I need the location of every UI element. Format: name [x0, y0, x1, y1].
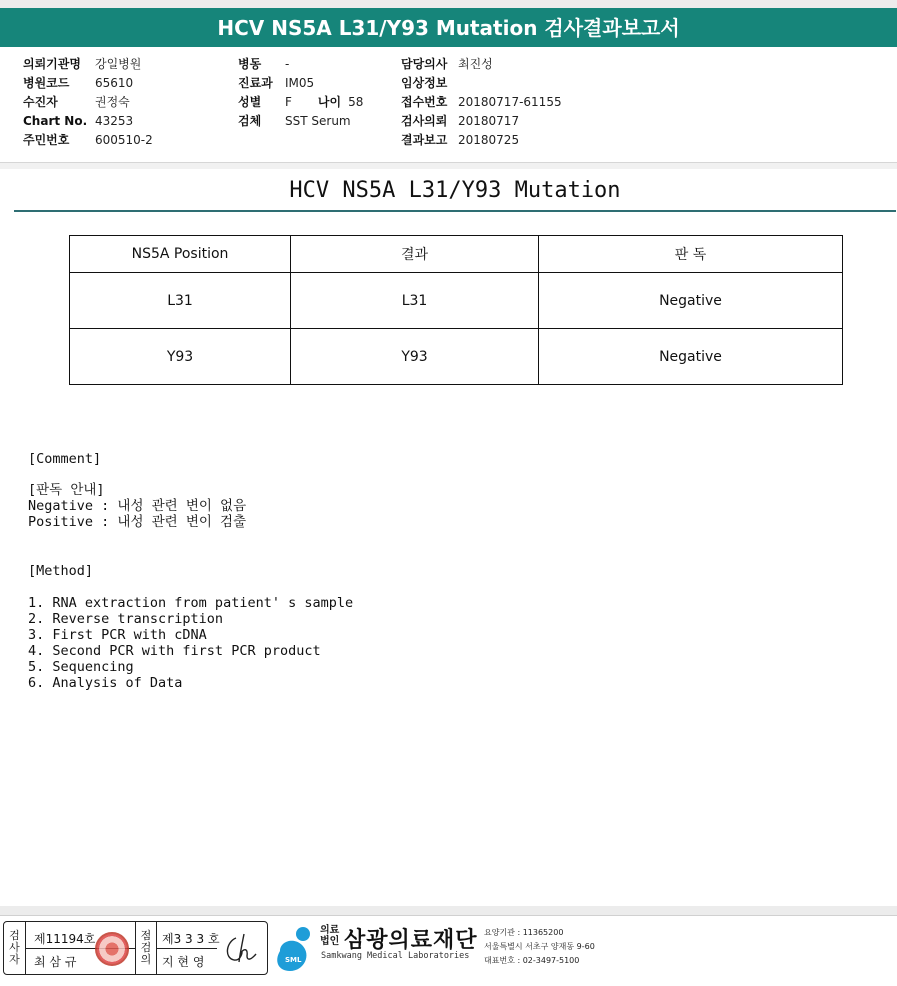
table-row [70, 273, 843, 329]
info-row-receipt-no [401, 93, 562, 112]
report-header-title: HCV NS5A L31/Y93 Mutation 검사결과보고서 [0, 8, 897, 47]
info-label: 검사의뢰 [401, 114, 448, 128]
seal-stamp-icon [95, 932, 129, 966]
info-label: 주민번호 [23, 133, 70, 147]
info-value: 권정숙 [95, 95, 130, 109]
info-value: 20180725 [458, 133, 520, 147]
table-row [70, 329, 843, 385]
method-step: 3. First PCR with cDNA [28, 627, 207, 643]
info-row-department [238, 74, 363, 93]
patient-info-col2 [238, 55, 363, 131]
info-value: 600510-2 [95, 133, 153, 147]
row-divider [157, 948, 217, 949]
handwritten-signature-icon [222, 932, 262, 966]
info-label: 임상정보 [401, 76, 448, 90]
tester-label [4, 922, 26, 974]
info-row-doctor [401, 55, 562, 74]
info-label: 검체 [238, 114, 262, 128]
info-row-ward [238, 55, 363, 74]
info-label: 접수번호 [401, 95, 448, 109]
info-value: SST Serum [285, 114, 351, 128]
info-row-resident-no [23, 131, 153, 150]
info-label: Chart No. [23, 114, 88, 128]
org-prefix [320, 925, 339, 947]
label-char: 의 [140, 953, 152, 966]
info-value: IM05 [285, 76, 315, 90]
method-step: 5. Sequencing [28, 659, 134, 675]
info-value: - [285, 57, 290, 71]
info-label: 병원코드 [23, 76, 70, 90]
org-contact-info [484, 926, 595, 968]
method-step: 6. Analysis of Data [28, 675, 183, 691]
info-value: 20180717-61155 [458, 95, 562, 109]
info-row-institution [23, 55, 153, 74]
method-step: 4. Second PCR with first PCR product [28, 643, 321, 659]
comment-heading: [Comment] [28, 451, 102, 467]
org-prefix-line: 법인 [320, 936, 340, 947]
report-title: HCV NS5A L31/Y93 Mutation [289, 178, 621, 203]
reviewer-license-no: 제3 3 3 호 [162, 932, 220, 946]
label-char: 검 [9, 929, 20, 942]
org-english-name: Samkwang Medical Laboratories [321, 951, 470, 961]
info-row-report-date [401, 131, 562, 150]
info-label: 성별 [238, 95, 262, 109]
info-value-age: 58 [348, 95, 364, 109]
info-row-sex-age [238, 93, 363, 112]
info-label: 진료과 [238, 76, 273, 90]
info-value: F [285, 95, 292, 109]
tester-name: 최 삼 규 [34, 955, 77, 969]
method-step: 1. RNA extraction from patient' s sample [28, 595, 354, 611]
org-info-line: 서울특별시 서초구 양재동 9-60 [484, 942, 595, 951]
guide-line: Negative : 내성 관련 변이 없음 [28, 498, 247, 514]
table-cell-position: Y93 [70, 329, 291, 385]
result-table [69, 235, 843, 385]
info-value: 43253 [95, 114, 134, 128]
org-info-line: 요양기관 : 11365200 [484, 928, 564, 937]
info-row-request-date [401, 112, 562, 131]
table-cell-interpretation: Negative [539, 273, 843, 329]
patient-info-col3 [401, 55, 562, 150]
info-value: 최진성 [458, 57, 493, 71]
info-value: 20180717 [458, 114, 520, 128]
footer-divider [0, 906, 897, 916]
signature-box [3, 921, 268, 975]
reviewer-name: 지 현 영 [162, 955, 205, 969]
logo-text: SML [285, 956, 302, 964]
top-strip [0, 0, 897, 8]
method-step: 2. Reverse transcription [28, 611, 224, 627]
info-label: 결과보고 [401, 133, 448, 147]
table-cell-interpretation: Negative [539, 329, 843, 385]
info-row-chart-no [23, 112, 153, 131]
info-value: 강일병원 [95, 57, 142, 71]
section-divider [0, 162, 897, 169]
info-label-age: 나이 [317, 95, 342, 109]
info-row-clinical-info [401, 74, 562, 93]
info-value: 65610 [95, 76, 134, 90]
table-cell-position: L31 [70, 273, 291, 329]
table-cell-result: Y93 [291, 329, 539, 385]
info-row-specimen [238, 112, 363, 131]
guide-heading: [판독 안내] [28, 482, 105, 498]
info-label: 의뢰기관명 [23, 57, 81, 71]
title-underline [14, 210, 896, 212]
org-prefix-line: 의료 [320, 925, 340, 936]
label-char: 자 [9, 953, 20, 966]
info-row-patient-name [23, 93, 153, 112]
tester-license-no: 제11194호 [34, 932, 96, 946]
info-label: 담당의사 [401, 57, 448, 71]
org-name: 삼광의료재단 [344, 928, 478, 953]
column-header: NS5A Position [70, 236, 291, 273]
info-label: 병동 [238, 57, 262, 71]
label-char: 사 [9, 941, 20, 954]
info-label: 수진자 [23, 95, 58, 109]
guide-line: Positive : 내성 관련 변이 검출 [28, 514, 247, 530]
sml-logo-icon [272, 925, 316, 973]
org-info-line: 대표번호 : 02-3497-5100 [484, 956, 580, 965]
column-header: 결과 [291, 236, 539, 273]
column-header: 판 독 [539, 236, 843, 273]
table-header-row [70, 236, 843, 273]
method-heading: [Method] [28, 563, 94, 579]
reviewer-label [135, 922, 157, 974]
label-char: 검 [140, 941, 152, 954]
patient-info-col1 [23, 55, 153, 150]
info-row-hospital-code [23, 74, 153, 93]
table-cell-result: L31 [291, 273, 539, 329]
label-char: 점 [140, 929, 152, 942]
